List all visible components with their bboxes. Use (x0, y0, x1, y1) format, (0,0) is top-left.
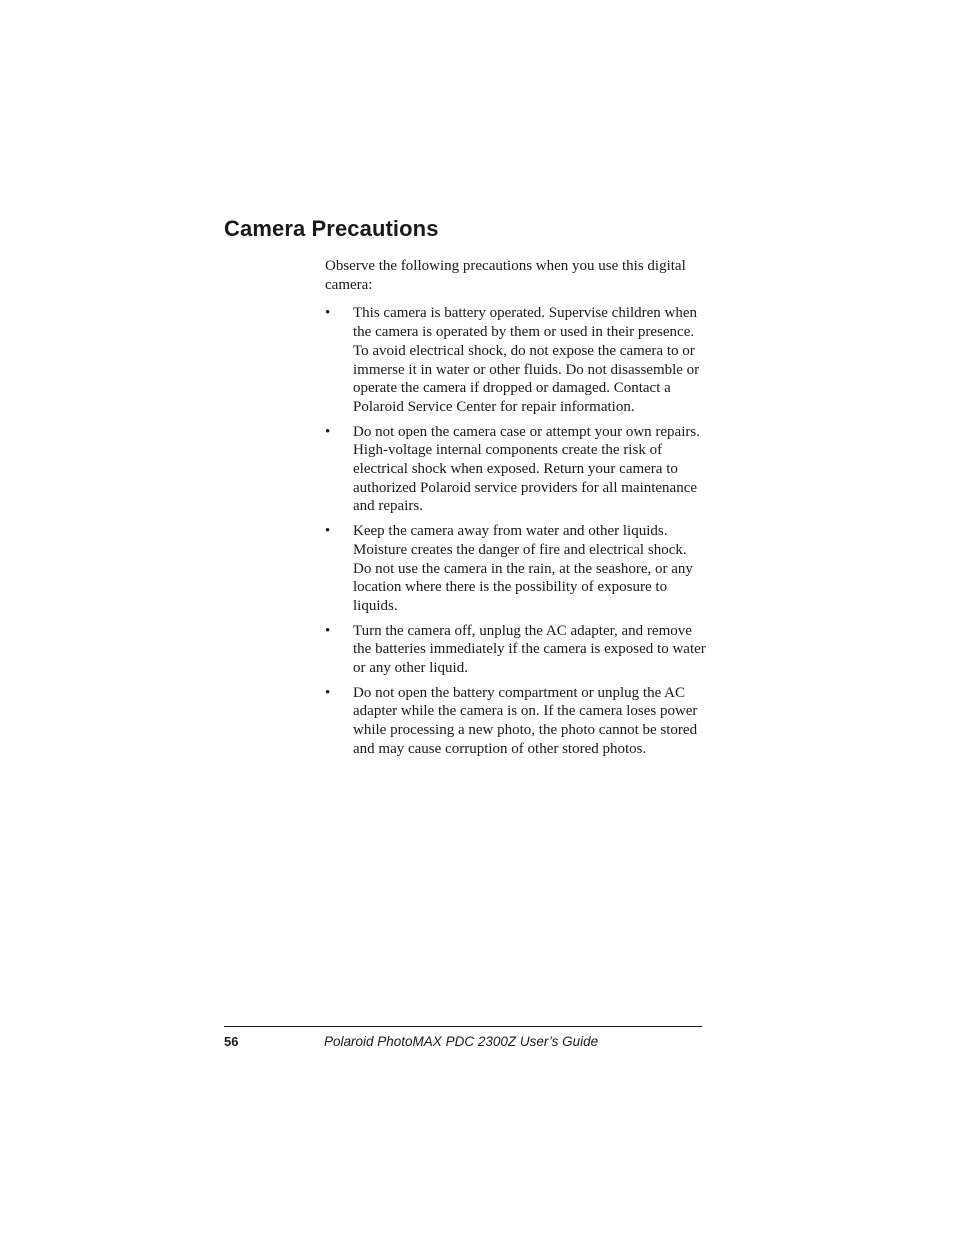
intro-paragraph: Observe the following precautions when you use this digital camera: (325, 258, 686, 293)
precaution-text: This camera is battery operated. Supervise children when the camera is operated by them or used in their presence. To avoid electrical shock, do not expose the camera to or immerse it in water or other fluids. Do not disassemble or operate the camera if dropped or damaged. Contact a Polaroid Service Center for repair information. (353, 305, 700, 415)
page-number: 56 (224, 1034, 239, 1049)
precaution-item (325, 423, 707, 517)
footer-guide-title: Polaroid PhotoMAX PDC 2300Z User’s Guide (324, 1034, 599, 1049)
bullet-icon: • (325, 423, 331, 440)
bullet-icon: • (325, 622, 331, 639)
precaution-item (325, 522, 707, 616)
precaution-text: Do not open the camera case or attempt your own repairs. High-voltage internal components create the risk of electrical shock when exposed. Return your camera to authorized Polaroid service providers for all maintenance and repairs. (353, 423, 700, 515)
precautions-list (325, 304, 707, 758)
bullet-icon: • (325, 684, 331, 701)
precaution-text: Turn the camera off, unplug the AC adapter, and remove the batteries immediately if the camera is exposed to water or any other liquid. (353, 622, 706, 677)
bullet-icon: • (325, 523, 331, 540)
precaution-item (325, 622, 707, 678)
precaution-text: Keep the camera away from water and other liquids. Moisture creates the danger of fire and electrical shock. Do not use the camera in the rain, at the seashore, or any location where there is the possibility of exposure to liquids. (353, 523, 693, 614)
bullet-icon: • (325, 305, 331, 322)
precaution-item (325, 684, 707, 759)
section-heading: Camera Precautions (224, 216, 439, 241)
precaution-item (325, 304, 707, 416)
precaution-text: Do not open the battery compartment or unplug the AC adapter while the camera is on. If the camera loses power while processing a new photo, the photo cannot be stored and may cause corruption of other stored photos. (353, 684, 698, 757)
section-body (325, 257, 707, 765)
footer-divider (224, 1026, 702, 1027)
